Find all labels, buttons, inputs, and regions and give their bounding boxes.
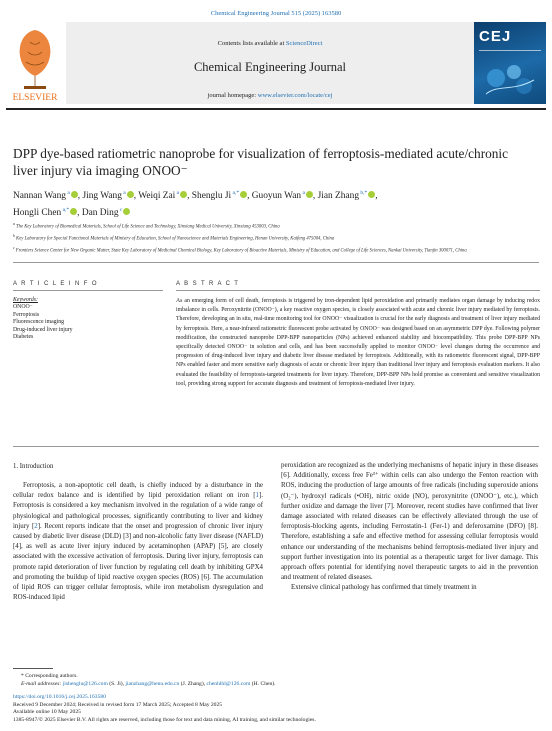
intro-text: Ferroptosis, a non-apoptotic cell death, is chiefly induced by a disturbance in the cellular redox balance and is identified by lipid peroxidation reliant on iron [ [13,482,263,500]
affiliation-item [13,232,539,244]
author-separator: , [247,191,252,202]
introduction-left-column [13,481,263,603]
author-affiliation-marker[interactable]: a,* [61,207,70,214]
orcid-icon[interactable] [306,191,313,198]
citation-link[interactable]: 1 [255,492,259,500]
author-affiliation-marker[interactable]: a [121,190,126,196]
affiliation-rule [13,262,539,263]
intro-paragraph-2: Extensive clinical pathology has confirmed that timely treatment in [291,584,477,592]
keyword: ONOO⁻ [13,304,33,311]
cover-divider [479,50,541,51]
author-separator: , [187,191,192,202]
affiliation-text: The Key Laboratory of Biomedical Materials, School of Life Science and Technology, Xinxiang Medical University, Xinxiang 453003, China [16,224,280,230]
introduction-right-column [281,461,538,594]
copyright-line: 1385-8947/© 2025 Elsevier B.V. All rights are reserved, including those for text and data mining, AI training, and similar technologies. [13,716,316,723]
email-label: E-mail addresses: [21,681,63,687]
keyword: Diabetes [13,334,34,341]
keywords-block [13,297,163,341]
email-link[interactable]: jishenglu@126.com [62,681,108,687]
intro-text: ]. Ferroptosis is considered a key mechanism involved in the regulation of a wide range of physiological and pathological processes, significantly contributing to liver and kidney injury [ [13,492,263,530]
contents-line [66,40,474,47]
orcid-icon[interactable] [71,191,78,198]
abstract-text: As an emerging form of cell death, ferroptosis is triggered by iron-dependent lipid peroxidation and primarily mediates organ damage by inducing redox imbalance in cells. Peroxynitrite (ONOO⁻), a key reactive oxygen species, is closely associated with acute and chronic liver injury mediated by ferroptosis. Therefore, developing an in situ, real-time monitoring tool for ONOO⁻ visualization is crucial for the early diagnosis and treatment of liver injury mediated by ferroptosis. Here, a near-infrared ratiometric fluorescent probe activated by ONOO⁻ was designed based on an asymmetric DPP dye. Following polymer modification, the constructed nanoprobe DPP-BPP nanoparticles (NPs) achieved enhanced stability and biocompatibility. This probe DPP-BPP NPs specifically detected ONOO⁻ in solution and cells, and has been successfully applied to monitor ONOO⁻ level changes during the occurrence and progression of drug-induced liver injury and diabetic liver disease mediated by ferroptosis. Additionally, with its ratiometric fluorescent signal, DPP-BPP NPs enabled faster and more sensitive early diagnosis of acute or chronic liver injury than traditional liver injury and ferroptosis evaluation markers. It also evaluated the feasibility of ferroptosis-targeted treatments for liver injury. Therefore, DPP-BPP NPs hold promise as convenient and sensitive visualization tool, providing strong support for accurate diagnosis and treatment of ferroptosis-mediated liver injury. [176,298,540,387]
email-link[interactable]: jianzhang@henu.edu.cn [125,681,180,687]
corresponding-authors-note: * Corresponding authors. [21,673,78,679]
author-affiliation-marker[interactable]: b,* [359,190,368,196]
available-online: Available online 10 May 2025 [13,709,81,716]
keyword: Fluorescence imaging [13,319,65,326]
email-addresses [13,680,533,688]
cover-art-icon [482,58,538,98]
author-affiliation-marker[interactable]: a,* [231,190,240,196]
author-list [13,186,533,220]
homepage-prefix: journal homepage: [207,92,258,99]
received-dates: Received 9 December 2024; Received in revised form 17 March 2025; Accepted 8 May 2025 [13,701,223,708]
contents-prefix: Contents lists available at [217,40,286,47]
keyword: Ferroptosis [13,311,40,318]
affiliation-marker: c [13,245,16,251]
email-link[interactable]: chenhlhl@126.com [206,681,251,687]
author-separator: , [312,191,318,202]
keywords-list [13,304,163,341]
author-affiliation-marker[interactable]: a [65,190,70,196]
author-line-2 [13,203,533,220]
keyword: Drug-induced liver injury [13,326,73,333]
affiliation-item [13,220,539,232]
article-info-rule [13,290,163,291]
email-owner: (J. Zhang), [179,681,207,687]
author-name[interactable]: Nannan Wang [13,191,66,202]
publication-info [13,694,533,724]
author-name[interactable]: Weiqi Zai [138,191,176,202]
doi-link[interactable]: https://doi.org/10.1016/j.cej.2025.163580 [13,694,106,700]
journal-reference[interactable]: Chemical Engineering Journal 515 (2025) 163580 [210,10,342,17]
author-affiliation-marker[interactable]: c [118,207,123,214]
author-name[interactable]: Shenglu Ji [191,191,232,202]
orcid-icon[interactable] [127,191,134,198]
author-affiliation-marker[interactable]: a [175,190,180,196]
author-affiliation-marker[interactable]: a [301,190,305,196]
article-title: DPP dye-based ratiometric nanoprobe for visualization of ferroptosis-mediated acute/chronic liver injury via imaging ONOO⁻ [13,146,509,178]
affiliation-text: Key Laboratory for Special Functional Materials of Ministry of Education, School of Nanoscience and Materials Engineering, Henan University, Kaifeng 475004, China [16,236,335,242]
elsevier-wordmark: ELSEVIER [12,93,58,103]
intro-paragraph [13,481,263,603]
orcid-icon[interactable] [123,208,130,215]
homepage-line [66,92,474,99]
cover-title: CEJ [479,28,512,45]
author-name[interactable]: Guoyun Wan [251,191,302,202]
author-separator: , [77,191,83,202]
elsevier-logo[interactable] [6,22,64,104]
affiliation-text: Frontiers Science Center for New Organic Matter, State Key Laboratory of Medicinal Chemical Biology, Key Laboratory of Bioactive Materials, Ministry of Education, and College of Life Sciences, Nankai University, Tianjin 300071, China [15,248,467,254]
affiliation-marker: b [13,233,16,239]
author-separator: , [77,208,82,219]
footnote-rule [13,668,53,669]
sciencedirect-link[interactable]: ScienceDirect [285,40,323,47]
author-name[interactable]: Dan Ding [81,208,119,219]
author-name[interactable]: Jing Wang [82,191,122,202]
affiliation-marker: a [13,221,16,226]
keywords-label: Keywords: [13,297,38,303]
intro-text: ]. Recent reports indicate that the onset and progression of chronic liver injury caused by diabetic liver disease (DLD) [3] and non-alcoholic fatty liver disease (NAFLD) [4], as well as acute liver injury induced by acetaminophen (APAP) [5], are closely associated with the excessive activation of ferroptosis. During liver injury, ferroptosis can promote rapid deterioration of liver function by regulating cell death by inhibiting GPX4 and promoting the buildup of lipid reactive oxygen species (ROS) [6]. The accumulation of lipid ROS can trigger cellular ferroptosis, while iron metabolism dysregulation and ROS-induced lipid [13,522,263,602]
journal-cover[interactable] [474,22,546,104]
email-owner: (S. Ji), [107,681,126,687]
abstract-end-rule [13,446,539,447]
footnotes [13,672,533,688]
author-separator: , [133,191,139,202]
intro-paragraph-continued: peroxidation are recognized as the underlying mechanisms of hepatic injury in these diseases [6]. Additionally, excess free Fe³⁺ within cells can also undergo the Fenton reaction with ROS, inducing the production of large amounts of free radicals (including superoxide anions (O₂⁻), hydroxyl radicals (•OH), nitric oxide (NO), peroxynitrite (ONOO⁻), etc.), which further oxidize and damage the liver [7]. Moreover, recent studies have confirmed that liver damage associated with related diseases can be effectively alleviated through the use of ferroptosis-blocking agents, including Ferrostatin-1 (Fer-1) and deferoxamine (DFO) [8]. Therefore, establishing a safe and effective method for assessing cellular ferroptosis would enhance our understanding of the mechanisms behind ferroptosis-mediated liver injury and support further investigation into its potential as a therapeutic target for liver damage. This approach offers potential for identifying novel therapeutic targets to aid in the prevention and treatment of related diseases. [281,462,538,582]
masthead [6,22,546,104]
article-info-heading: A R T I C L E I N F O [13,281,98,287]
author-separator: , [375,191,378,202]
affiliations [13,220,539,256]
author-line-1 [13,186,533,203]
journal-name[interactable]: Chemical Engineering Journal [193,60,347,74]
affiliation-item [13,244,539,256]
introduction-heading: 1. Introduction [13,463,54,470]
email-owner: (H. Chen). [250,681,276,687]
abstract-rule [176,290,540,291]
citation-link[interactable]: 2 [34,522,38,530]
author-name[interactable]: Hongli Chen [13,208,62,219]
masthead-rule [6,108,546,110]
abstract-heading: A B S T R A C T [176,281,240,287]
homepage-link[interactable]: www.elsevier.com/locate/cej [257,92,333,99]
author-name[interactable]: Jian Zhang [317,191,360,202]
